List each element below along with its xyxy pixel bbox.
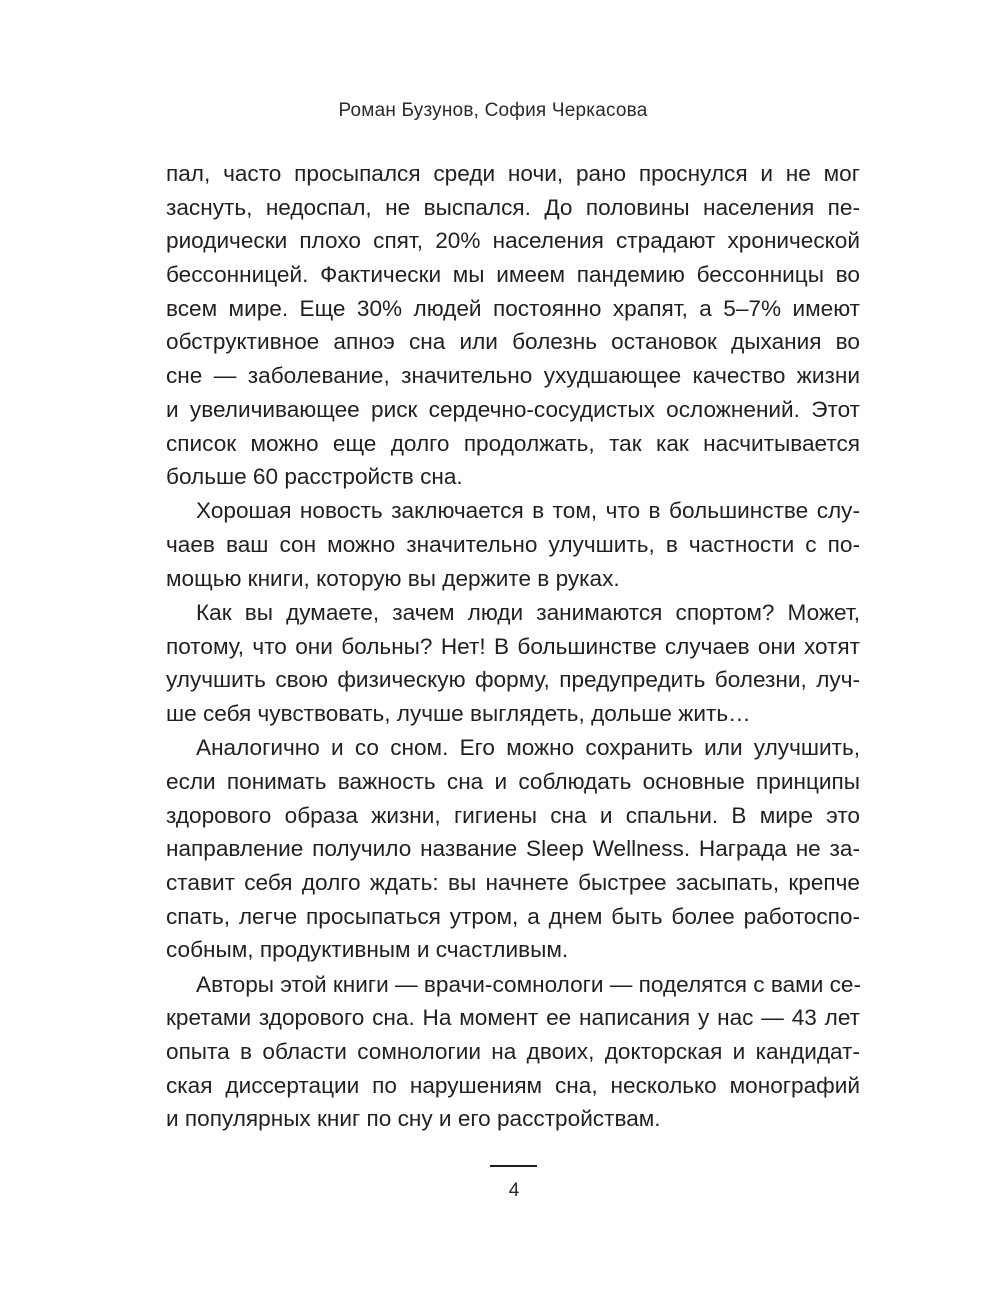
- paragraph: [166, 494, 860, 595]
- text-line: Авторы этой книги — врачи-сомнологи — поделятся с вами се-: [196, 971, 861, 997]
- text-line: если понимать важность сна и соблюдать основные принципы: [166, 768, 860, 794]
- text-line: потому, что они больны? Нет! В большинстве случаев они хотят: [166, 633, 860, 659]
- text-line: улучшить свою физическую форму, предупредить болезни, луч-: [166, 667, 860, 693]
- text-line: бессонницей. Фактически мы имеем пандемию бессонницы во: [166, 262, 860, 288]
- text-line: кретами здорового сна. На момент ее написания у нас — 43 лет: [166, 1005, 860, 1031]
- text-line: ше себя чувствовать, лучше выглядеть, дольше жить…: [166, 701, 751, 726]
- paragraph: [166, 731, 860, 967]
- footer-divider: [490, 1165, 537, 1167]
- text-line: мощью книги, которую вы держите в руках.: [166, 565, 620, 591]
- text-line: список можно еще долго продолжать, так как насчитывается: [166, 430, 860, 456]
- text-line: спать, легче просыпаться утром, а днем быть более работоспо-: [166, 903, 860, 929]
- text-line: собным, продуктивным и счастливым.: [166, 937, 569, 963]
- running-header: Роман Бузунов, София Черкасова: [338, 100, 648, 121]
- text-line: здорового образа жизни, гигиены сна и спальни. В мире это: [166, 802, 860, 828]
- paragraph: [166, 968, 860, 1136]
- text-line: больше 60 расстройств сна.: [166, 464, 463, 490]
- text-line: и увеличивающее риск сердечно-сосудистых осложнений. Этот: [166, 396, 860, 422]
- text-line: риодически плохо спят, 20% населения страдают хронической: [166, 228, 860, 254]
- text-line: сне — заболевание, значительно ухудшающее качество жизни: [166, 363, 860, 389]
- text-line: и популярных книг по сну и его расстройствам.: [166, 1106, 661, 1132]
- text-line: пал, часто просыпался среди ночи, рано проснулся и не мог: [166, 161, 860, 186]
- text-line: ская диссертации по нарушениям сна, несколько монографий: [166, 1072, 860, 1098]
- text-line: всем мире. Еще 30% людей постоянно храпят, а 5–7% имеют: [166, 295, 860, 321]
- body-text: [166, 157, 860, 1136]
- text-line: Хорошая новость заключается в том, что в большинстве слу-: [196, 498, 860, 524]
- text-line: заснуть, недоспал, не выспался. До половины населения пе-: [166, 194, 860, 220]
- text-line: опыта в области сомнологии на двоих, докторская и кандидат-: [166, 1038, 860, 1064]
- text-line: Как вы думаете, зачем люди занимаются спортом? Может,: [196, 599, 860, 625]
- paragraph: [166, 157, 860, 494]
- text-line: направление получило название Sleep Wellness. Награда не за-: [166, 836, 860, 862]
- text-line: чаев ваш сон можно значительно улучшить, в частности с по-: [166, 532, 860, 558]
- paragraph: [166, 596, 860, 731]
- text-line: ставит себя долго ждать: вы начнете быстрее засыпать, крепче: [166, 869, 860, 895]
- text-line: обструктивное апноэ сна или болезнь остановок дыхания во: [166, 329, 860, 355]
- text-line: Аналогично и со сном. Его можно сохранить или улучшить,: [196, 735, 860, 761]
- page-number: 4: [508, 1180, 520, 1201]
